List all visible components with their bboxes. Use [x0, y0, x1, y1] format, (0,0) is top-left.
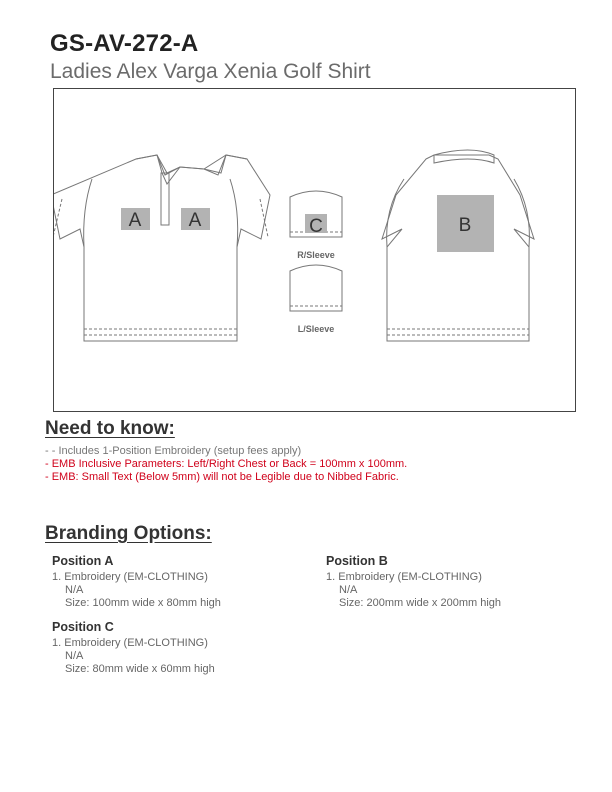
position-c-label: C	[309, 216, 323, 237]
branding-options-heading: Branding Options:	[45, 523, 212, 544]
left-sleeve-outline	[290, 265, 342, 311]
position-size: Size: 80mm wide x 60mm high	[65, 663, 215, 675]
position-size: Size: 200mm wide x 200mm high	[339, 597, 502, 609]
garment-mockup-panel	[53, 88, 576, 412]
product-code: GS-AV-272-A	[50, 30, 199, 57]
position-note: N/A	[339, 584, 358, 596]
position-title: Position B	[326, 554, 388, 568]
need-to-know-heading: Need to know:	[45, 418, 175, 439]
position-method: 1. Embroidery (EM-CLOTHING)	[326, 571, 482, 583]
right-sleeve-caption: R/Sleeve	[297, 250, 335, 260]
position-title: Position C	[52, 620, 114, 634]
need-to-know-notes	[45, 445, 407, 484]
position-b-label: B	[458, 215, 472, 236]
note-item: - - Includes 1-Position Embroidery (setup fees apply)	[45, 445, 302, 457]
position-method: 1. Embroidery (EM-CLOTHING)	[52, 637, 208, 649]
garment-mockup-drawing	[54, 89, 577, 413]
note-item: - EMB Inclusive Parameters: Left/Right Chest or Back = 100mm x 100mm.	[45, 458, 408, 470]
position-note: N/A	[65, 650, 84, 662]
position-note: N/A	[65, 584, 84, 596]
product-name: Ladies Alex Varga Xenia Golf Shirt	[50, 60, 371, 83]
position-a-right-label: A	[188, 210, 202, 231]
front-shirt-outline	[54, 155, 270, 341]
position-a-block	[52, 555, 221, 610]
position-size: Size: 100mm wide x 80mm high	[65, 597, 221, 609]
position-method: 1. Embroidery (EM-CLOTHING)	[52, 571, 208, 583]
position-c-block	[52, 621, 215, 676]
position-a-left-label: A	[128, 210, 142, 231]
position-b-block	[326, 555, 501, 610]
note-item: - EMB: Small Text (Below 5mm) will not be Legible due to Nibbed Fabric.	[45, 471, 399, 483]
position-title: Position A	[52, 554, 114, 568]
left-sleeve-caption: L/Sleeve	[297, 324, 335, 334]
